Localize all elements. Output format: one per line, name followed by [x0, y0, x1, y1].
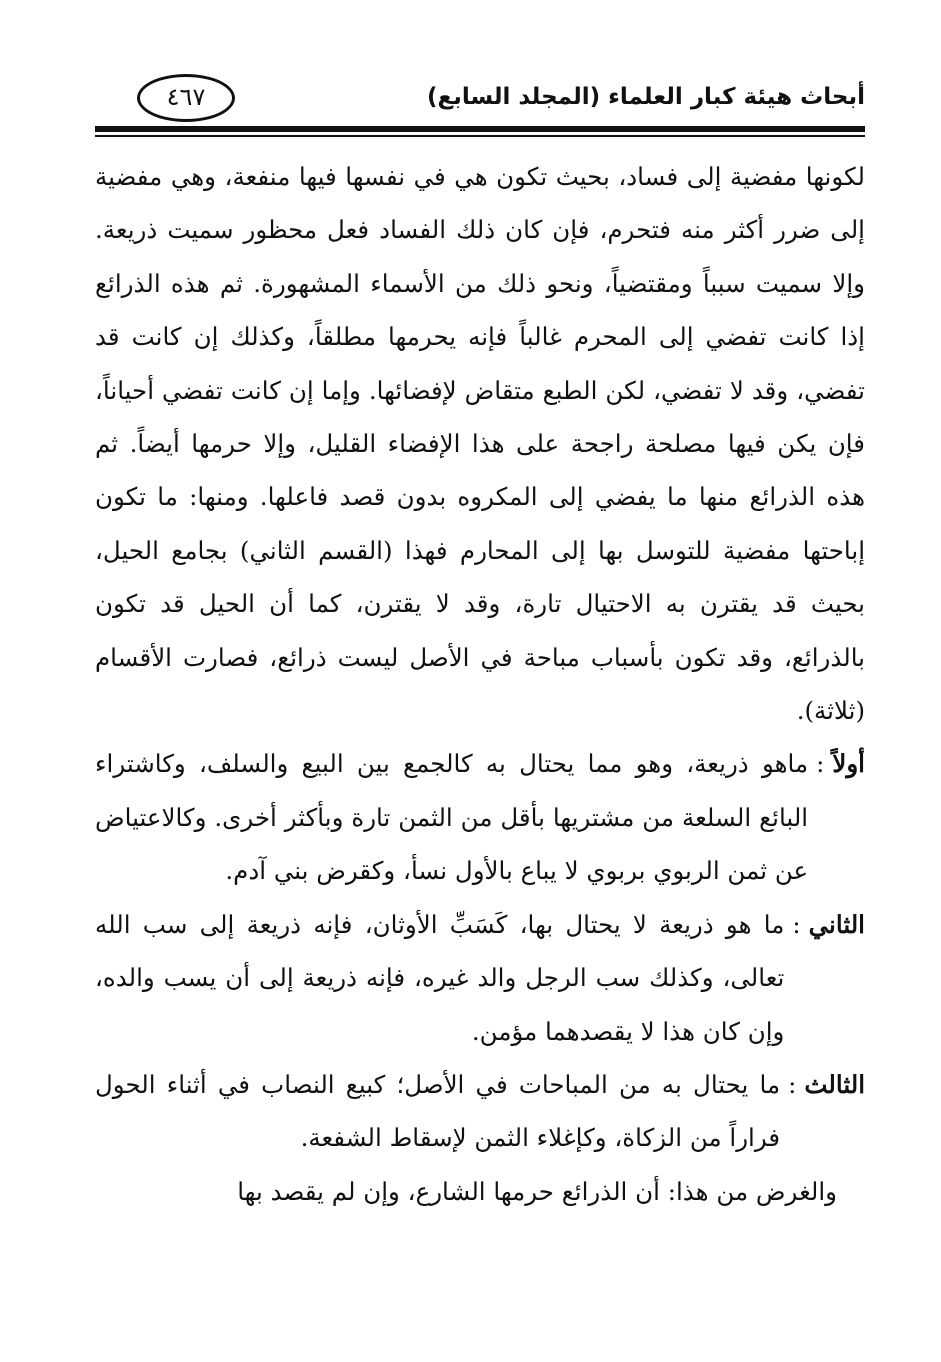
body-text — [95, 150, 865, 1218]
division-text: ما هو ذريعة لا يحتال بها، كَسَبِّ الأوثان، فإنه ذريعة إلى سب الله تعالى، وكذلك سب الرجل والد غيره، فإنه ذريعة إلى أن يسب والده، وإن كان هذا لا يقصدهما مؤمن. — [95, 909, 785, 1046]
division-text: ما يحتال به من المباحات في الأصل؛ كبيع النصاب في أثناء الحول فراراً من الزكاة، وكإغلاء الثمن لإسقاط الشفعة. — [95, 1069, 781, 1153]
page-number: ٤٦٧ — [137, 74, 235, 122]
division-label: أولاً — [832, 749, 865, 779]
division-third — [95, 1058, 865, 1165]
running-title: أبحاث هيئة كبار العلماء (المجلد السابع) — [426, 84, 865, 110]
division-text: ماهو ذريعة، وهو مما يحتال به كالجمع بين البيع والسلف، وكاشتراء البائع السلعة من مشتريها بأقل من الثمن تارة وبأكثر أخرى. وكالاعتياض عن ثمن الربوي بربوي لا يباع بالأول نسأ، وكقرض بني آدم. — [95, 749, 809, 886]
header-rule-thick — [95, 126, 865, 132]
intro-paragraph: لكونها مفضية إلى فساد، بحيث تكون هي في نفسها فيها منفعة، وهي مفضية إلى ضرر أكثر منه فتحرم، فإن كان ذلك الفساد فعل محظور سميت ذريعة. وإلا سميت سبباً ومقتضياً، ونحو ذلك من الأسماء المشهورة. ثم هذه الذرائع إذا كانت تفضي إلى المحرم غالباً فإنه يحرمها مطلقاً، وكذلك إن كانت قد تفضي، وقد لا تفضي، لكن الطبع متقاض لإفضائها. وإما إن كانت تفضي أحياناً، فإن يكن فيها مصلحة راجحة على هذا الإفضاء القليل، وإلا حرمها أيضاً. ثم هذه الذرائع منها ما يفضي إلى المكروه بدون قصد فاعلها. ومنها: ما تكون إباحتها مفضية للتوسل بها إلى المحارم فهذا (القسم الثاني) بجامع الحيل، بحيث قد يقترن به الاحتيال تارة، وقد لا يقترن، كما أن الحيل قد تكون بالذرائع، وقد تكون بأسباب مباحة في الأصل ليست ذرائع، فصارت الأقسام (ثلاثة). — [95, 162, 865, 726]
page-header — [95, 68, 865, 138]
division-label: الثاني — [808, 909, 865, 939]
header-rule-thin — [95, 135, 865, 137]
division-separator: : — [788, 1069, 797, 1099]
division-separator: : — [816, 749, 825, 779]
closing-paragraph: والغرض من هذا: أن الذرائع حرمها الشارع، وإن لم يقصد بها — [237, 1176, 837, 1206]
division-label: الثالث — [804, 1069, 865, 1099]
division-second — [95, 898, 865, 1058]
division-separator: : — [792, 909, 801, 939]
division-first — [95, 737, 865, 897]
